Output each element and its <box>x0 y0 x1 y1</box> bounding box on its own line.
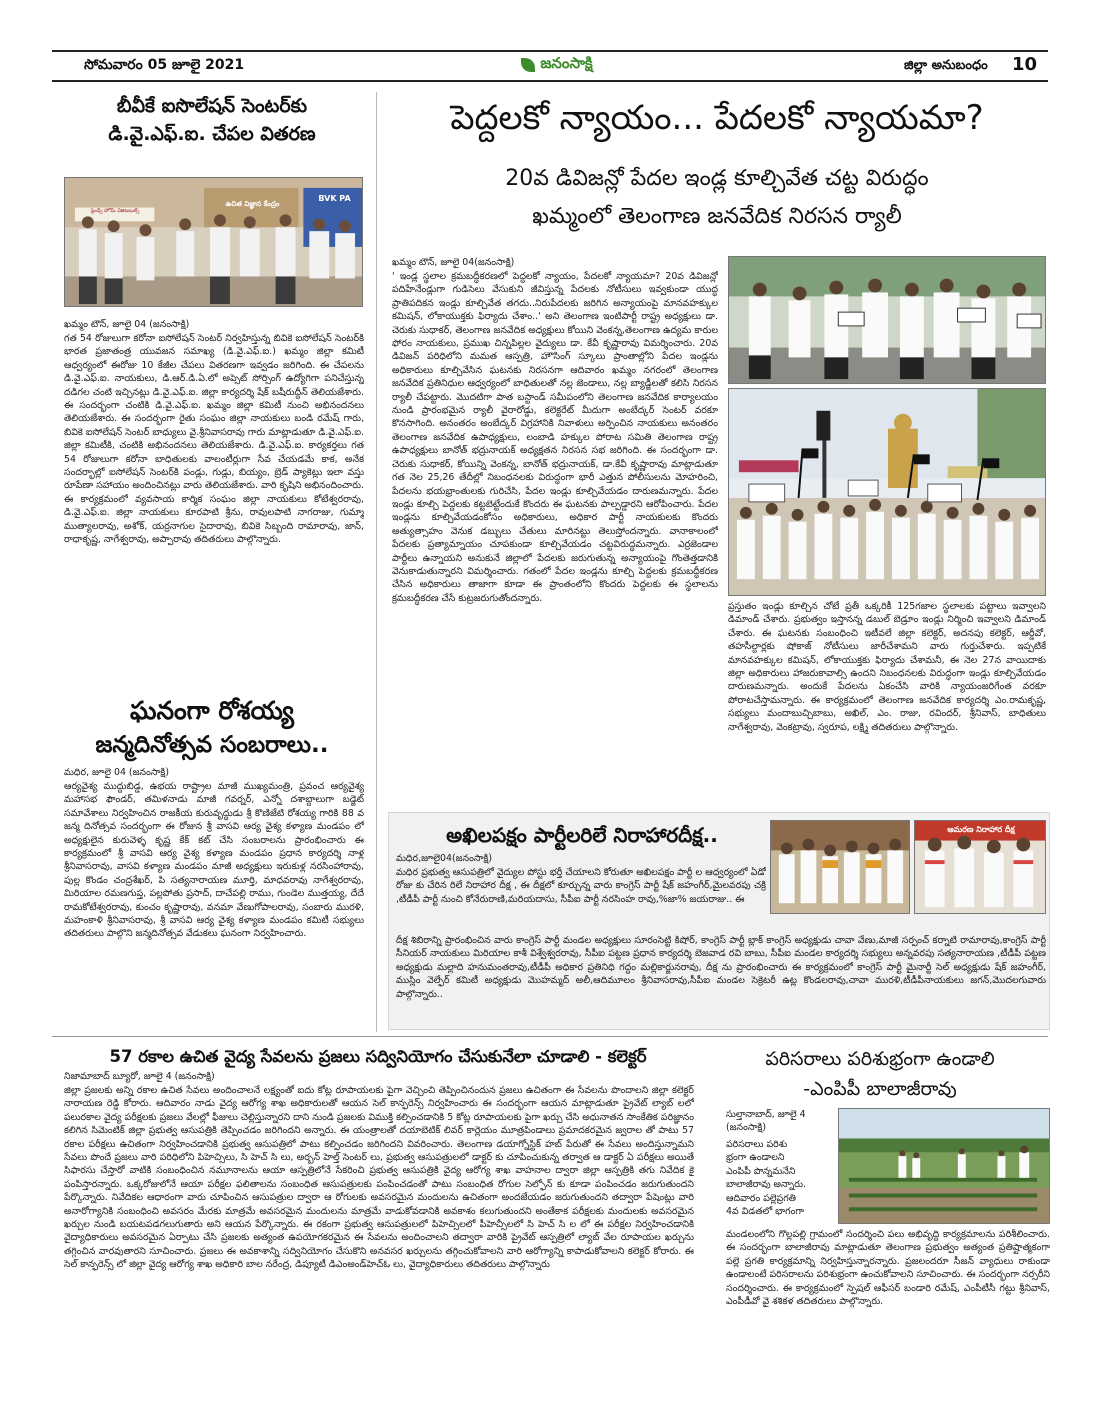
article6-left-line6: 4వ విడతలో భాగంగా <box>726 1206 805 1218</box>
article4-photo-sign: ఆమరణ నిరాహార దీక్ష <box>947 825 1015 834</box>
article6-dateline-line2: (జనంసాక్షి) <box>726 1122 767 1134</box>
masthead-text: జనంసాక్షి <box>540 54 593 72</box>
header-bottom-rule <box>52 80 1048 82</box>
article2-headline-line2: జన్మదినోత్సవ సంబరాలు.. <box>95 732 329 758</box>
article2-headline-line1: ఘనంగా రోశయ్య <box>130 696 294 725</box>
article1-body: గత 54 రోజులుగా కరోనా ఐసోలేషన్ సెంటర్ నిర్వహిస్తున్న బివికె ఐసోలేషన్ సెంటర్‌కి భారత ప్రజాతంత్ర యువజన సమాఖ్య (డి.వై.ఎఫ్.ఐ.) ఖమ్మం జిల్లా కమిటీ ఆధ్వర్యంలో ఈరోజు 10 కేజీల చేపలు వితరణగా ఇవ్వడం జరిగింది. ఈ చేపలను డి.వై.ఎఫ్.ఐ. నాయకులు, డి.ఆర్.డి.ఏ.లో అప్సెట్ సోర్సింగ్ ఉద్యోగిగా పనిచేస్తున్న దడిగల చంటి ఇచ్చినట్లు డి.వై.ఎఫ్.ఐ. జిల్లా కార్యదర్శి షేక్ బషీరుద్దీన్ తెలియజేశారు. ఈ సందర్భంగా చంటికి డి.వై.ఎఫ్.ఐ. ఖమ్మం జిల్లా కమిటీ నుంచి అభినందనలు తెలియజేశారు. ఈ సందర్భంగా రైతు సంఘం జిల్లా నాయకులు బండి రమేష్ గారు, బివికె ఐసోలేషన్ సెంటర్ బాధ్యులు వై.శ్రీనివాసరావు గారు మాట్లాడుతూ డి.వై.ఎఫ్.ఐ. జిల్లా కమిటీకి, చంటికి అభినందనలు తెలియజేశారు. డి.వై.ఎఫ్.ఐ. కార్యకర్తలు గత 54 రోజులుగా కరోనా బాధితులకు వాలంటీర్లుగా సేవ చేయడమే కాక, అనేక సందర్భాల్లో ఐసోలేషన్ సెంటర్‌కి పండ్లు, గుడ్లు, బియ్యం, బ్రెడ్ ప్యాకెట్లు ఇలా వస్తు రూపేణా సహాయం అందించినట్లు వారు తెలియజేశారు. వారి కృషిని అభినందించారు. ఈ కార్యక్రమంలో వ్యవసాయ కార్మిక సంఘం జిల్లా నాయకులు కోటేశ్వరరావు, డి.వై.ఎఫ్.ఐ. జిల్లా నాయకులు కూరపాటి శ్రీను, రావులపాటి నాగరాజు, గుమ్మా ముత్యాలరావు, అశోక్, యర్రనాగుల సైదారావు, బివికె సిబ్బంది రామారావు, జాన్, రాధాకృష్ణ, నాగేశ్వరావు, అప్పారావు తదితరులు పాల్గొన్నారు. <box>64 333 364 546</box>
leaf-icon <box>521 58 535 72</box>
article4-dateline: మధిర,జూలై04(జనంసాక్షి) <box>396 853 493 864</box>
article1-photo <box>64 177 363 307</box>
article3-headline: పెద్దలకో న్యాయం... పేదలకో న్యాయమా? <box>450 98 984 138</box>
article3-subhead <box>392 160 1042 236</box>
article3-body-right: ప్రస్తుతం ఇండ్లు కూల్చిన చోటే ప్రతీ ఒక్కరికీ 125గజాల స్థలాలకు పట్టాలు ఇవ్వాలని డిమాండ్ చేశారు. ప్రభుత్వం ఇస్తానన్న డబుల్ బెడ్రూం ఇండ్లు నిర్మించి ఇవ్వాలని డిమాండ్ చేశారు. ఈ ఘటనకు సంబంధించి ఇటీవలే జిల్లా కలెక్టర్, అదనపు కలెక్టర్, ఆర్డీవో, తహసీల్దార్లకు షోకాజ్ నోటీసులు జారీచేశామని వారు గుర్తుచేశారు. ఇప్పటికే మానవహక్కుల కమిషన్, లోకాయుక్తకు ఫిర్యాదు చేశామనీ, ఈ నెల 27న వాయిదాకు జిల్లా అధికారులు హాజరుకావాల్సి ఉందని నిబంధనలకు విరుద్ధంగా ఇండ్లు కూల్చివేయడం దారుణమన్నారు. అందుకే పేదలను ఏకంచేసి వారికి న్యాయంజరిగేంత వరకూ పోరాటచేస్తామన్నారు. ఈ కార్యక్రమంలో తెలంగాణ జనవేదిక కార్యదర్శి ఎం.రామకృష్ణ, సభ్యులు మందాబుచ్చిబాబు, అఖిల్, ఎం. రాజు, రవిందర్, శ్రీనివాస్, బాధితులు నాగేశ్వరావు, వెంకట్రావు, స్వరూప, లక్ష్మి తదితరులు పాల్గొన్నారు. <box>728 601 1046 733</box>
article6-dateline-line1: సుల్తానాబాద్, జూలై 4 <box>726 1109 806 1120</box>
article6-left-line2: భ్రంగా ఉండాలని <box>726 1152 785 1164</box>
article2-dateline: మధిర, జూలై 04 (జనంసాక్షి) <box>64 767 169 778</box>
article3-subhead-line1: 20వ డివిజన్లో పేదల ఇండ్ల కూల్చివేత చట్ట విరుద్ధం <box>505 166 929 191</box>
article1-headline-line1: బీవీకే ఐసొలేషన్ సెంటర్‌కు <box>116 95 308 117</box>
page-number: 10 <box>1012 54 1038 75</box>
article6-photo <box>838 1108 1050 1224</box>
section-name: జిల్లా అనుబంధం <box>904 58 988 73</box>
article1-photo-shop-sign: ఫ్రెండ్స్ హోమ్ వెజిటబుల్స్ <box>90 208 140 214</box>
article1-headline <box>62 92 362 148</box>
article5-body: జిల్లా ప్రజలకు అన్ని రకాల ఉచిత సేవలు అందించాలనే లక్ష్యంతో ఐదు కోట్ల రూపాయలకు పైగా వెచ్చించి తెప్పించినందున ప్రజలు ఉచితంగా ఈ సేవలను పొందాలని జిల్లా కలెక్టర్ నారాయణ రెడ్డి కోరారు. ఆదివారం నాడు వైద్య ఆరోగ్య శాఖ అధికారులతో ఆయన సెల్ కాన్ఫరెన్స్ నిర్వహించారు ఈ సందర్భంగా ఆయన మాట్లాడుతూ ప్రైవేట్ ల్యాబ్ లలో పలురకాల వైద్య పరీక్షలకు ప్రజలు వేలల్లో ఫీజులు చెల్లిస్తున్నారని దాని నుండి ప్రజలకు విముక్తి కల్పించడానికి 5 కోట్ల రూపాయలకు పైగా ఖర్చు చేసి అధునాతన సాంకేతిక పరిజ్ఞానం కలిగిన సిమెంటిక్ జిల్లా ప్రభుత్వ ఆసుపత్రికి తెప్పించడం జరిగిందని అన్నారు. ఈ యంత్రాలతో దయాబెటిక్ లివర్ కార్లెయం మూత్రపిండాలు ప్రమాదకరమైన జ్వరాల తో పాటు 57 రకాల పరీక్షలు ఉచితంగా నిర్వహించడానికి ప్రభుత్వ ఆసుపత్రిలో పాటు కల్పించడం జరిగిందని వివరించారు. తెలంగాణ డయాగ్నోస్టిక్ హబ్ పేరుతో ఈ సేవలు అందిస్తున్నామని సేవలు పొందే ప్రజలు వారి పరిధిలోని పిహెచ్సిలు, సి హెచ్ సి లు, అర్బన్ హెల్త్ సెంటర్ లు, ప్రభుత్వ ఆసుపత్రులలో డాక్టర్ కు చూపించుకున్న తర్వాత ఆ డాక్టర్ ఏ పరీక్షలు అయితే సిఫారసు చేస్తారో వాటికి సంబంధించిన నమూనాలను ఆయా ఆస్పత్రిలోనే సేకరించి ప్రభుత్వ ఆసుపత్రికి వైద్య ఆరోగ్య శాఖ వాహనాల ద్వారా జిల్లా ఆస్పత్రికి తగు నివేదిక కై పంపిస్తారన్నారు. ఒక్కరోజులోనే ఆయా పరీక్షల ఫలితాలను సంబంధిత ఆసుపత్రులకు పంపించడంతో పాటు సంబంధిత రోగుల సెల్ఫోన్ కు కూడా పంపించడం జరుగుతుందని పేర్కొన్నారు. నివేదికల ఆధారంగా వారు చూపించిన ఆసుపత్రుల ద్వారా ఆ రోగులకు అవసరమైన మందులను ఉచితంగా అందజేయడం జరుగుతుందని తద్వారా పేషెంట్లు వారి అనారోగ్యానికి సంబంధించి అవసరం మేరకు మాత్రమే అవసరమైన మందులను మాత్రమే వాడుకోవడానికి అవకాశం కలుగుతుందని అంతేకాక పరీక్షలకు మందులకు అవసరమైన ఖర్చుల నుండి బయటపడగలుగుతారు అని ఆయన పేర్కొన్నారు. ఈ రకంగా ప్రభుత్వ ఆసుపత్రులలో పిహెచ్సిలలో పీహెచ్సీలలో సి హెచ్ సి ల లో ఈ పరీక్షల నిర్వహించడానికి వైద్యాధికారులు అవసరమైన ఏర్పాటు చేసి ప్రజలకు అత్యంత ఉపయోగకరమైన ఈ సేవలను అందించాలని తద్వారా వారికి ప్రైవేట్ ఆస్పత్రిలో ల్యాబ్ వేల రూపాయల ఖర్చును తగ్గించిన వారవుతారని సూచించారు. ప్రజలు ఈ అవకాశాన్ని సద్వినియోగం చేసుకొని అనవసర ఖర్చులను తగ్గించుకోవాలని వారి ఆరోగ్యాన్ని కాపాడుకోవాలని కలెక్టర్ కోరారు. ఈ సెల్ కాన్ఫరెన్స్ లో జిల్లా వైద్య ఆరోగ్య శాఖ అధికారి బాల నరేంద్ర, డిప్యూటీ డిఎంఅండ్‌హెచ్ఓ లు, వైద్యాధికారులు తదితరులు పాల్గొన్నారు <box>64 1085 694 1271</box>
column-divider <box>376 92 377 1032</box>
article4-headline: అఖిలపక్షం పార్టీలరిలే నిరాహారదీక్ష.. <box>446 823 718 847</box>
article1-photo-sign: BVK PA <box>318 194 351 203</box>
article2-body: ఆర్యవైశ్య ముద్దుబిడ్డ, ఉభయ రాష్ట్రాల మాజీ ముఖ్యమంత్రి, ప్రవంచ ఆర్యవైశ్య మహాసభ ఫౌండర్, తమిళనాడు మాజీ గవర్నర్, ఎన్నో దశాబ్దాలుగా బడ్జెట్ సమావేశాలు నిర్వహించిన రాజకీయ కురువృద్ధుడు శ్రీ కొణిజేటి రోశయ్య గారికి 88 వ జన్మ దినోత్సవ సందర్భంగా ఈ రోజున శ్రీ వాసవి ఆర్య వైశ్య కళ్యాణ మండపం లో అధ్యక్షులైన కురువెళ్ళ కృష్ణ కేక్ కట్ చేసి సంబరాలను ప్రారంభించారు ఈ కార్యక్రమంలో శ్రీ వాసవి ఆర్య వైశ్య కళ్యాణ మండపం ప్రధాన కార్యదర్శి నాళ్ల శ్రీనివాసరావు, వాసవి కళ్యాణ మండపం మాజీ అధ్యక్షులు ఇరుకుళ్ల నరసింహారావు, పుల్ల కొండం చంద్రశేఖర్, పి సత్యనారాయణ మూర్తి, మాధవరావు నాగేశ్వరరావు, మిరియాల రమణగుప్త, పల్లపోతు ప్రసాద్, దాచేపల్లి రాము, గుండెల ముత్తయ్య, దేదే రామకోటేశ్వరరావు, కుంచం కృష్ణారావు, వనమా వేణుగోపాలరావు, సంబారు మురళి, మహంకాళి శ్రీనివాసరావు, శ్రీ వాసవి ఆర్య వైశ్య కళ్యాణ మండపం కమిటీ సభ్యులు తదితరులు పాల్గొని జన్మదినోత్సవ వేడుకలు ఘనంగా నిర్వహించారు. <box>64 781 364 940</box>
article3-subhead-line2: ఖమ్మంలో తెలంగాణ జనవేదిక నిరసన ర్యాలీ <box>532 204 902 229</box>
article5-headline: 57 రకాల ఉచిత వైద్య సేవలను ప్రజలు సద్వినియోగం చేసుకునేలా చూడాలి - కలెక్టర్ <box>109 1047 647 1066</box>
article6-headline-line1: పరిసరాలు పరిశుభ్రంగా ఉండాలి <box>765 1048 995 1070</box>
article3-body: ' ఇండ్ల స్థలాల క్రమబద్ధీకరణలో పెద్దలకో న్యాయం, పేదలకో న్యాయమా? 20వ డివిజన్లో పదిహేనేండ్లుగా గుడిసెలు వేసుకుని జీవిస్తున్న పేదలకు నోటీసులు ఇవ్వకుండా యుద్ధ ప్రాతిపదికన ఇండ్లు కూల్చివేత తగదు..నిరుపేదలకు జరిగిన అన్యాయంపై మానవహక్కుల కమిషన్, లోకాయుక్తకు ఫిర్యాదు చేశాం..' అని తెలంగాణ ఇంటిపార్టీ రాష్ట్ర అధ్యక్షులు డా. చెరుకు సుధాకర్, తెలంగాణ జనవేదిక అధ్యక్షులు కోయిని వెంకన్న,తెలంగాణ ఉద్యమ కారుల ఫోరం నాయకులు, ప్రముఖ చిన్నపిల్లల వైద్యులు డా. కేవీ కృష్ణారావు విమర్శించారు. 20వ డివిజన్ పరిధిలోని మమత ఆస్పత్రి, హౌసింగ్ స్కూలు ప్రాంతాల్లోని పేదల ఇండ్లను అధికారులు కూల్చివేసిన ఘటనకు నిరసనగా ఆదివారం ఖమ్మం నగరంలో తెలంగాణ జనవేదిక ప్రతినిధుల ఆధ్వర్యంలో బాధితులతో నల్ల జెండాలు, నల్ల బ్యాడ్జీలతో కలిసి నిరసన ర్యాలీ చేపట్టారు. మొదటిగా పాత బస్టాండ్ సమీపంలోని తెలంగాణ జనవేదిక కార్యాలయం నుండి ప్రారంభమైన ర్యాలీ వైరారోడ్డు, కలెక్టరేట్ మీదుగా అంబేద్కర్ సెంటర్ వరకూ కొనసాగింది. అనంతరం అంబేద్కర్ విగ్రహానికి నివాళులు అర్పించిన నాయకులు అనంతరం తెలంగాణ జనవేదిక ఉపాధ్యక్షులు, లంబాడి హక్కుల పోరాట సమితి తెలంగాణ రాష్ట్ర ఉపాధ్యక్షులు బానోత్ భద్రునాయక్ అధ్యక్షతన నిరసన సభ జరిగింది. ఈ సందర్భంగా డా. చెరుకు సుధాకర్, కోయిన్ని వెంకన్న, బానోత్ భద్రునాయక్, డా.కేవీ కృష్ణారావు మాట్లాడుతూ గత నెల 25,26 తేదీల్లో నిబంధనలకు విరుద్ధంగా భారీ ఎత్తున పోలీసులను మోహరించి, పేదలను భయభ్రాంతులకు గురిచేసి, పేదల ఇండ్లు కూల్చివేయడం దారుణమన్నారు. పేదల ఇండ్లు కూల్చి పెద్దలకు కట్టబెట్టేందుకే కొందరు ఈ ఘటనకు పాల్పడ్డారని ఆరోపించారు. పేదల ఇండ్లను కూల్చివేయడంకోసం అధికారులు, అధికార పార్టీ నాయకులకు కొందరు అత్యుత్సాహం వెనుక డబ్బులు చేతులు మారినట్టు తెలుస్తోందన్నారు. వానాకాలంలో పేదలకు ప్రత్యామ్నాయం చూపకుండా కూల్చివేయడం చట్టవిరుద్ధమన్నారు. ఎర్రజెండాల పార్టీలు ఉన్నాయని అనుకునే జిల్లాలో పేదలకు జరుగుతున్న అన్యాయంపై గొంతెత్తడానికి వెనుకాడుతున్నారని విమర్శించారు. గతంలో పేదల ఇండ్లను కూల్చి పెద్దలకు క్రమబద్ధీకరణ చేసిన అధికారులు తాజాగా కూడా ఈ ప్రాంతంలోని కొందరు పెద్దలకు ఈ స్థలాలను క్రమబద్ధీకరణ చేసే కుట్రజరుగుతోందన్నారు. <box>392 271 718 604</box>
article4-body-left: మధిర ప్రభుత్వ ఆసుపత్రిలో వైద్యుల పోస్టు భర్తీ చేయాలని కోరుతూ అఖిలపక్షం పార్టీ ల ఆధ్వర్యంలో ఏడో రోజు కు చేరిన రిలే నిరాహార దీక్ష , ఈ దీక్షలో కూర్చున్న వారు కాంగ్రెస్ పార్టీ షేక్ జహంగీర్,మైలవరపు చక్రి ,టీడీపీ పార్టీ నుంచి కోనేరురాణి,మరియదాసు, సీపీఐ పార్టీ నరసింహ రావు,%జా% జయరాజు.. ఈ <box>396 867 766 905</box>
article4-photo-right <box>914 820 1046 914</box>
article6-left-column <box>726 1138 834 1218</box>
page-header <box>52 50 1048 82</box>
article4-body-full: దీక్ష శిబిరాన్ని ప్రారంభించిన వారు కాంగ్రెస్ పార్టీ మండల అధ్యక్షులు సూరంసెట్టి కిషోర్, కాంగ్రెస్ పార్టీ బ్లాక్ కాంగ్రెస్ అధ్యక్షుడు చావా వేణు,మాజీ సర్పంచ్ కర్నాటి రామారావు,కాంగ్రెస్ పార్టీ సీనియర్ నాయకులు మిరియాల కాశీ విశ్వేశ్వరరావు, సీపీఐ పట్టణ ప్రధాన కార్యదర్శి బెజవాడ రవి బాబు, సీపీఐ మండల కార్యదర్శి సభ్యులు అన్నవరపు సత్యనారాయణ ,టీడీపీ పట్టణ అధ్యక్షుడు మల్లాది హనుమంతరావు,టీడీపీ అధికార ప్రతినిధి గద్దం మల్లికార్జునరావు, దీక్ష ను ప్రారంభించారు ఈ కార్యక్రమంలో కాంగ్రెస్ పార్టీ మైనార్టీ సెల్ అధ్యక్షుడు షేక్ జహంగీర్, ముస్లిం వెల్ఫేర్ కమిటీ అధ్యక్షుడు మొహమ్మద్ అలీ,ఆదిమూలం శ్రీనివాసరావు,సీపీఐ మండల సెక్రెటరీ ఉట్ల కొండలరావు,చావా మురళి,టీడీపీనాయకులు జగన్,మొదలగువారు పాల్గొన్నారు.. <box>396 935 1046 1000</box>
issue-date: సోమవారం 05 జూలై 2021 <box>84 57 245 73</box>
article6-left-line4: బాలాజీరావు అన్నారు. <box>726 1179 807 1191</box>
article6-dateline <box>726 1108 834 1135</box>
article3-dateline: ఖమ్మం టౌన్, జూలై 04(జనంసాక్షి) <box>392 257 515 268</box>
article6-headline-line2: -ఎంపిపీ బాలాజీరావు <box>803 1078 957 1100</box>
article2-headline <box>62 694 362 762</box>
article6-left-line3: ఎంపిపీ పొన్నమనేని <box>726 1165 796 1177</box>
article1-photo-banner: ఉచిత విజ్ఞాన కేంద్రం <box>225 200 280 208</box>
article1-headline-line2: డి.వై.ఎఫ్.ఐ. చేపల వితరణ <box>108 123 316 145</box>
article4-photo-left <box>770 820 910 914</box>
article1-dateline: ఖమ్మం టౌన్, జూలై 04 (జనంసాక్షి) <box>64 319 190 330</box>
article6-body: మండలంలోని గొల్లపల్లి గ్రామంలో సందర్శించి పలు అభివృద్ది కార్యక్రమాలను పరిశీలించారు. ఈ సందర్భంగా బాలాజీరావు మాట్లాడుతూ తెలంగాణ ప్రభుత్వం అత్యంత ప్రతిష్టాత్మకంగా పల్లె ప్రగతి కార్యక్రమాన్ని నిర్వహిస్తున్నారన్నారు. ప్రజలందరూ సీజన్ వ్యాధులు రాకుండా ఉండాలంటే పరిసరాలను పరిశుభ్రంగా ఉంచుకోవాలని సూచించారు. ఈ సందర్భంగా నర్సరీని సందర్శించారు. ఈ కార్యక్రమంలో స్పెషల్ ఆఫీసర్ బండారి రమేష్, ఎంపీటీసీ గట్టు శ్రీనివాస్, ఎంపీడీవో వై శశికళ తదితరులు పాల్గొన్నారు. <box>726 1229 1050 1308</box>
masthead-logo <box>492 54 622 78</box>
article3-photo-protest <box>728 388 1046 596</box>
header-top-rule <box>52 50 1048 52</box>
article6-left-line5: ఆదివారం పల్లెప్రగతి <box>726 1192 796 1204</box>
article6-headline <box>710 1044 1050 1104</box>
section-rule <box>52 1036 1048 1037</box>
article6-left-line1: పరిసరాలు పరిశు <box>726 1139 788 1150</box>
article5-dateline: నిజామాబాద్ బ్యూరో, జూలై 4 (జనంసాక్షి) <box>64 1071 215 1082</box>
article3-photo-rally <box>728 256 1046 384</box>
